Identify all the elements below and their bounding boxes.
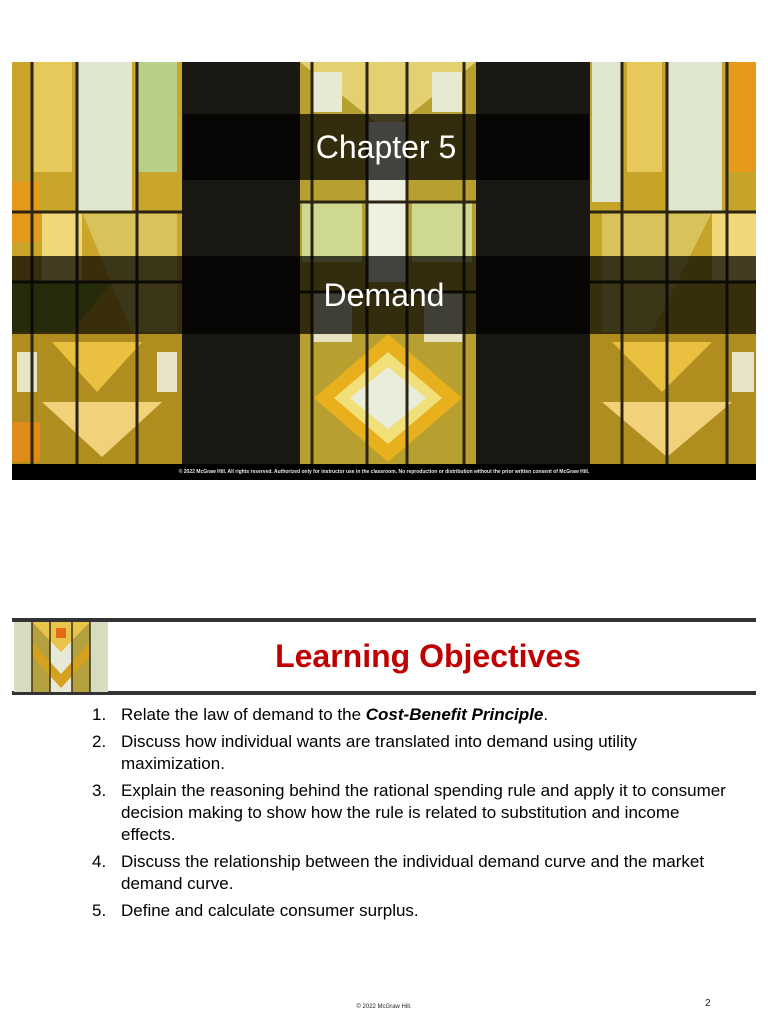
objectives-list: [88, 704, 728, 927]
objective-text: Define and calculate consumer surplus.: [121, 901, 419, 920]
footer-copyright: © 2022 McGraw Hill.: [356, 1004, 412, 1010]
objective-emphasis: Cost-Benefit Principle: [365, 705, 544, 724]
objective-item: [88, 900, 728, 922]
objective-number: 2.: [92, 732, 107, 751]
learning-objectives-title: Learning Objectives: [275, 638, 581, 674]
copyright-bar: [12, 464, 756, 480]
objective-item: [88, 731, 728, 775]
copyright-notice: © 2022 McGraw Hill. All rights reserved. Authorized only for instructor use in the classroom. No reproduction or distribution without the prior written consent of McGraw Hill.: [178, 469, 590, 475]
objective-text: Relate the law of demand to the: [121, 705, 366, 724]
header-rule-bottom: [12, 691, 756, 695]
objective-number: 1.: [92, 705, 107, 724]
title-slide: [12, 62, 756, 480]
subtitle-band: [12, 256, 756, 334]
objective-text: Explain the reasoning behind the rational spending rule and apply it to consumer decision making to show how the rule is related to substitution and income effects.: [121, 781, 726, 844]
objective-text: Discuss the relationship between the individual demand curve and the market demand curve.: [121, 852, 705, 893]
objective-item: [88, 780, 728, 846]
stained-glass-thumbnail: [14, 622, 108, 692]
objective-number: 3.: [92, 781, 107, 800]
objective-text: Discuss how individual wants are translated into demand using utility maximization.: [121, 732, 637, 773]
title-band: [183, 114, 589, 180]
page-number: 2: [705, 998, 711, 1009]
objective-number: 5.: [92, 901, 107, 920]
slide-subtitle: Demand: [323, 276, 445, 313]
chapter-title: Chapter 5: [315, 128, 457, 165]
objective-number: 4.: [92, 852, 107, 871]
objective-item: [88, 704, 728, 726]
objective-text-end: .: [543, 705, 549, 724]
objective-item: [88, 851, 728, 895]
header-rule-top: [12, 618, 756, 622]
